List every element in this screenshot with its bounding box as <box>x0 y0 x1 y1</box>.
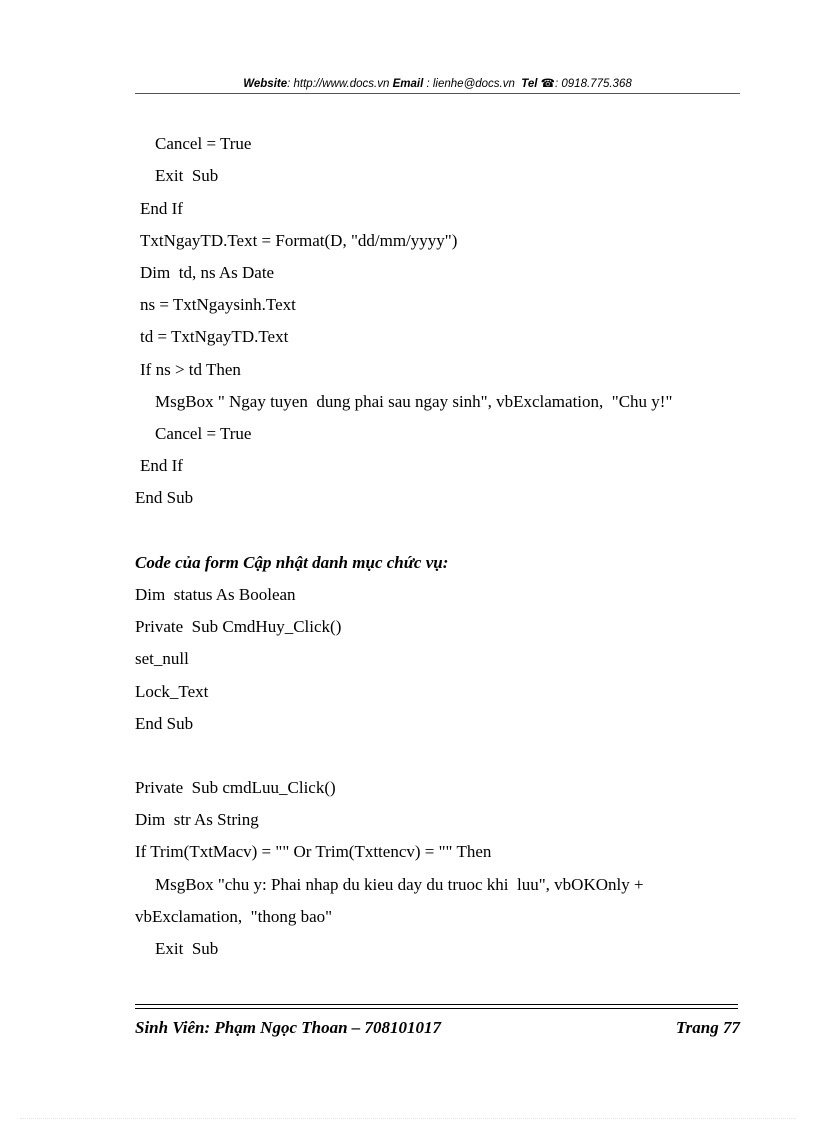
code-line: Cancel = True <box>155 134 252 153</box>
footer-rule <box>135 1004 738 1005</box>
code-line: Exit Sub <box>155 939 219 958</box>
footer-rule <box>135 1008 738 1009</box>
code-line: Exit Sub <box>155 166 219 185</box>
phone-icon: ☎ <box>540 78 555 90</box>
page-header <box>135 76 740 90</box>
email-label: Email <box>392 78 424 90</box>
code-line: ns = TxtNgaysinh.Text <box>140 295 296 314</box>
code-line: If ns > td Then <box>140 360 241 379</box>
code-line: Cancel = True <box>155 424 252 443</box>
code-line: td = TxtNgayTD.Text <box>140 327 289 346</box>
code-line: set_null <box>135 649 189 668</box>
code-line: Lock_Text <box>135 682 209 701</box>
email-value: : lienhe@docs.vn <box>426 78 515 90</box>
section-heading: Code của form Cập nhật danh mục chức vụ: <box>135 553 449 572</box>
code-line: End If <box>140 456 183 475</box>
code-line: End Sub <box>135 488 194 507</box>
header-rule <box>135 93 740 94</box>
code-line: MsgBox " Ngay tuyen dung phai sau ngay sinh", vbExclamation, "Chu y!" <box>155 392 673 411</box>
footer-student: Sinh Viên: Phạm Ngọc Thoan – 708101017 <box>135 1018 442 1037</box>
code-line: End Sub <box>135 714 194 733</box>
code-line: Dim str As String <box>135 810 259 829</box>
code-line: Private Sub CmdHuy_Click() <box>135 617 342 636</box>
website-label: Website <box>243 78 288 90</box>
tel-label: Tel <box>521 78 538 90</box>
website-value: : http://www.docs.vn <box>287 78 390 90</box>
code-line: vbExclamation, "thong bao" <box>135 907 333 926</box>
code-line: TxtNgayTD.Text = Format(D, "dd/mm/yyyy") <box>140 231 458 250</box>
code-line: If Trim(TxtMacv) = "" Or Trim(Txttencv) = "" Then <box>135 842 492 861</box>
footer-page-number: Trang 77 <box>675 1018 740 1037</box>
tel-value: : 0918.775.368 <box>555 78 632 90</box>
code-line: Dim status As Boolean <box>135 585 296 604</box>
page-bottom-border <box>20 1118 796 1119</box>
code-line: MsgBox "chu y: Phai nhap du kieu day du truoc khi luu", vbOKOnly + <box>155 875 644 894</box>
code-line: Dim td, ns As Date <box>140 263 275 282</box>
code-line: Private Sub cmdLuu_Click() <box>135 778 336 797</box>
code-line: End If <box>140 199 183 218</box>
